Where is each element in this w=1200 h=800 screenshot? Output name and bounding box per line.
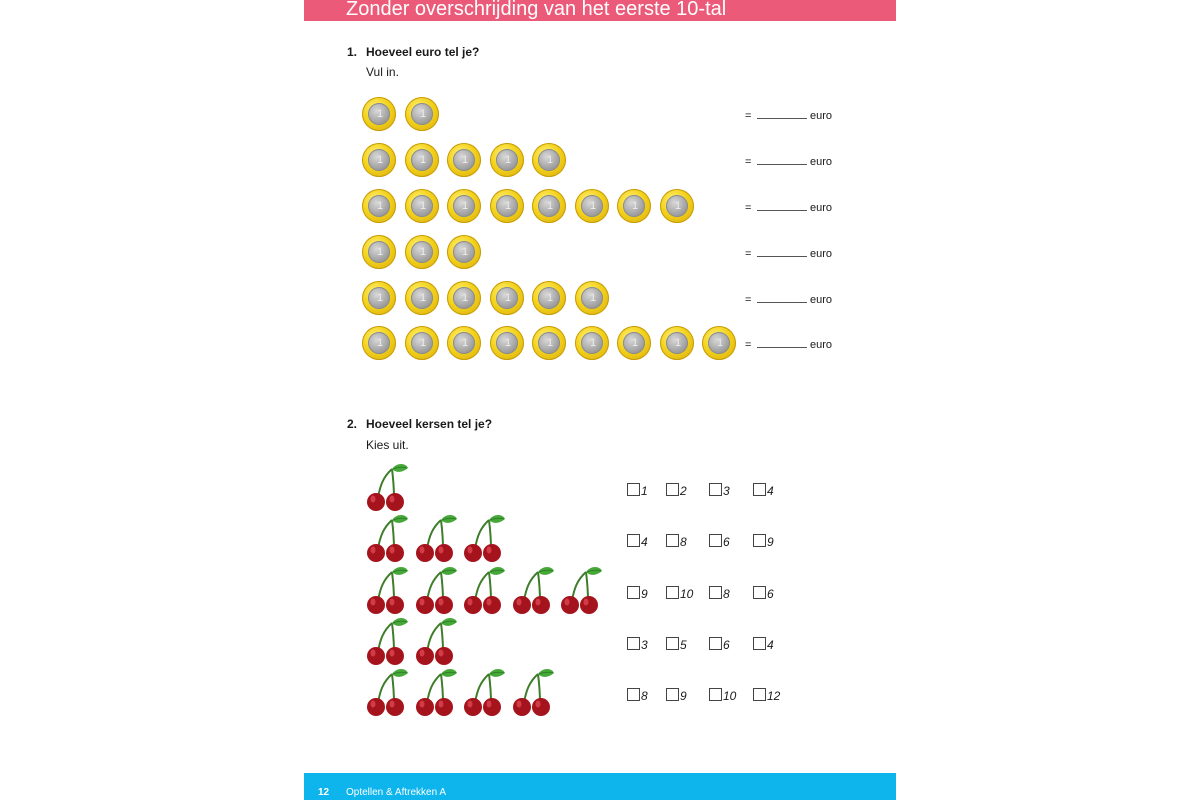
euro-coin-icon	[490, 143, 524, 177]
option-label: 9	[641, 587, 648, 601]
coin-center	[411, 103, 433, 125]
coin-center	[538, 332, 560, 354]
equals-sign: =	[745, 339, 752, 351]
unit-label: euro	[810, 202, 833, 214]
coin-center	[623, 332, 645, 354]
cherry-icon	[364, 462, 410, 512]
question-2-number: 2.	[347, 417, 358, 431]
euro-coin-icon	[362, 143, 396, 177]
answer-option[interactable]	[666, 483, 706, 497]
coin-center	[368, 195, 390, 217]
coin-center	[581, 195, 603, 217]
cherry-row	[364, 565, 614, 615]
answer-slot	[745, 154, 832, 168]
coin-value-mark: 1	[420, 108, 427, 120]
question-1-instruction: Vul in.	[366, 65, 399, 79]
euro-coin-icon	[490, 326, 524, 360]
checkbox-icon[interactable]	[709, 483, 722, 496]
euro-coin-icon	[575, 326, 609, 360]
euro-coin-icon	[617, 189, 651, 223]
option-label: 4	[641, 535, 648, 549]
option-label: 9	[767, 535, 774, 549]
option-label: 5	[680, 638, 687, 652]
checkbox-icon[interactable]	[709, 688, 722, 701]
coin-value-mark: 1	[377, 200, 384, 212]
coin-center	[496, 195, 518, 217]
cherry-row	[364, 462, 614, 512]
euro-coin-icon	[490, 281, 524, 315]
coin-center	[453, 332, 475, 354]
option-label: 6	[723, 535, 730, 549]
equals-sign: =	[745, 294, 752, 306]
answer-slot	[745, 200, 832, 214]
checkbox-icon[interactable]	[666, 483, 679, 496]
coin-center	[368, 241, 390, 263]
coin-value-mark: 1	[462, 337, 469, 349]
answer-slot	[745, 246, 832, 260]
coin-center	[581, 287, 603, 309]
coin-value-mark: 1	[377, 154, 384, 166]
coin-value-mark: 1	[590, 200, 597, 212]
cherry-icon	[461, 513, 507, 563]
cherry-icon	[413, 565, 459, 615]
answer-option[interactable]	[709, 637, 749, 651]
coin-center	[496, 149, 518, 171]
coin-center	[453, 195, 475, 217]
option-label: 4	[767, 638, 774, 652]
euro-coin-icon	[405, 97, 439, 131]
coin-center	[496, 332, 518, 354]
coin-center	[368, 103, 390, 125]
cherry-icon	[510, 667, 556, 717]
euro-coin-icon	[447, 235, 481, 269]
cherry-icon	[558, 565, 604, 615]
cherry-icon	[413, 667, 459, 717]
coin-value-mark: 1	[420, 154, 427, 166]
coin-value-mark: 1	[462, 246, 469, 258]
checkbox-icon[interactable]	[666, 534, 679, 547]
title-bar	[304, 0, 896, 21]
coin-value-mark: 1	[547, 292, 554, 304]
footer-bar	[304, 773, 896, 800]
coin-row	[362, 143, 742, 179]
euro-coin-icon	[362, 189, 396, 223]
coin-value-mark: 1	[505, 200, 512, 212]
option-label: 3	[723, 484, 730, 498]
option-label: 10	[680, 587, 694, 601]
coin-value-mark: 1	[462, 154, 469, 166]
answer-options	[627, 586, 797, 602]
answer-option[interactable]	[627, 637, 667, 651]
checkbox-icon[interactable]	[627, 483, 640, 496]
cherry-icon	[461, 565, 507, 615]
coin-center	[411, 332, 433, 354]
answer-option[interactable]	[627, 534, 667, 548]
answer-option[interactable]	[666, 586, 706, 600]
equals-sign: =	[745, 156, 752, 168]
euro-coin-icon	[405, 235, 439, 269]
answer-option[interactable]	[666, 534, 706, 548]
euro-coin-icon	[702, 326, 736, 360]
coin-center	[411, 287, 433, 309]
checkbox-icon[interactable]	[753, 637, 766, 650]
euro-coin-icon	[405, 281, 439, 315]
option-label: 4	[767, 484, 774, 498]
answer-slot	[745, 337, 832, 351]
answer-option[interactable]	[666, 637, 706, 651]
coin-center	[708, 332, 730, 354]
option-label: 6	[767, 587, 774, 601]
cherry-icon	[364, 565, 410, 615]
cherry-icon	[413, 616, 459, 666]
worksheet-page	[304, 0, 896, 800]
checkbox-icon[interactable]	[627, 688, 640, 701]
euro-coin-icon	[447, 189, 481, 223]
coin-row	[362, 326, 742, 362]
euro-coin-icon	[405, 326, 439, 360]
option-label: 8	[680, 535, 687, 549]
answer-option[interactable]	[709, 688, 749, 702]
cherry-row	[364, 616, 614, 666]
checkbox-icon[interactable]	[753, 688, 766, 701]
answer-options	[627, 483, 797, 499]
coin-center	[368, 287, 390, 309]
equals-sign: =	[745, 202, 752, 214]
coin-center	[538, 287, 560, 309]
checkbox-icon[interactable]	[627, 637, 640, 650]
euro-coin-icon	[660, 189, 694, 223]
answer-blank[interactable]	[757, 292, 807, 303]
coin-value-mark: 1	[420, 337, 427, 349]
cherry-row	[364, 667, 614, 717]
answer-options	[627, 637, 797, 653]
option-label: 9	[680, 689, 687, 703]
option-label: 12	[767, 689, 781, 703]
coin-row	[362, 97, 742, 133]
answer-slot	[745, 108, 832, 122]
coin-value-mark: 1	[632, 200, 639, 212]
answer-slot	[745, 292, 832, 306]
euro-coin-icon	[660, 326, 694, 360]
cherry-icon	[364, 667, 410, 717]
question-1-number: 1.	[347, 45, 358, 59]
coin-value-mark: 1	[462, 292, 469, 304]
cherry-icon	[510, 565, 556, 615]
coin-center	[453, 241, 475, 263]
answer-option[interactable]	[753, 637, 793, 651]
coin-center	[538, 195, 560, 217]
equals-sign: =	[745, 248, 752, 260]
coin-value-mark: 1	[377, 292, 384, 304]
coin-center	[666, 332, 688, 354]
coin-value-mark: 1	[632, 337, 639, 349]
coin-center	[496, 287, 518, 309]
answer-blank[interactable]	[757, 154, 807, 165]
answer-option[interactable]	[753, 688, 793, 702]
coin-value-mark: 1	[547, 154, 554, 166]
euro-coin-icon	[447, 326, 481, 360]
answer-options	[627, 688, 797, 704]
coin-row	[362, 281, 742, 317]
cherry-icon	[364, 513, 410, 563]
checkbox-icon[interactable]	[753, 534, 766, 547]
coin-value-mark: 1	[377, 108, 384, 120]
euro-coin-icon	[532, 143, 566, 177]
checkbox-icon[interactable]	[753, 586, 766, 599]
coin-center	[453, 287, 475, 309]
answer-option[interactable]	[753, 483, 793, 497]
answer-option[interactable]	[709, 534, 749, 548]
coin-center	[666, 195, 688, 217]
answer-option[interactable]	[753, 534, 793, 548]
option-label: 10	[723, 689, 737, 703]
euro-coin-icon	[575, 281, 609, 315]
checkbox-icon[interactable]	[666, 637, 679, 650]
book-title: Optellen & Aftrekken A	[346, 787, 447, 798]
coin-center	[538, 149, 560, 171]
euro-coin-icon	[362, 235, 396, 269]
euro-coin-icon	[447, 143, 481, 177]
answer-option[interactable]	[709, 586, 749, 600]
coin-center	[453, 149, 475, 171]
euro-coin-icon	[362, 281, 396, 315]
coin-center	[368, 149, 390, 171]
checkbox-icon[interactable]	[627, 534, 640, 547]
coin-center	[411, 241, 433, 263]
answer-blank[interactable]	[757, 246, 807, 257]
option-label: 6	[723, 638, 730, 652]
option-label: 8	[723, 587, 730, 601]
euro-coin-icon	[575, 189, 609, 223]
euro-coin-icon	[532, 189, 566, 223]
answer-options	[627, 534, 797, 550]
checkbox-icon[interactable]	[709, 586, 722, 599]
coin-value-mark: 1	[377, 246, 384, 258]
coin-center	[368, 332, 390, 354]
coin-center	[411, 195, 433, 217]
coin-value-mark: 1	[717, 337, 724, 349]
coin-value-mark: 1	[377, 337, 384, 349]
coin-center	[581, 332, 603, 354]
question-2-title: Hoeveel kersen tel je?	[366, 417, 493, 431]
option-label: 8	[641, 689, 648, 703]
answer-option[interactable]	[753, 586, 793, 600]
checkbox-icon[interactable]	[709, 534, 722, 547]
answer-option[interactable]	[709, 483, 749, 497]
checkbox-icon[interactable]	[666, 688, 679, 701]
coin-row	[362, 235, 742, 271]
answer-blank[interactable]	[757, 337, 807, 348]
unit-label: euro	[810, 248, 833, 260]
checkbox-icon[interactable]	[627, 586, 640, 599]
euro-coin-icon	[405, 143, 439, 177]
checkbox-icon[interactable]	[666, 586, 679, 599]
coin-value-mark: 1	[420, 246, 427, 258]
coin-value-mark: 1	[462, 200, 469, 212]
question-1-title: Hoeveel euro tel je?	[366, 45, 480, 59]
unit-label: euro	[810, 156, 833, 168]
unit-label: euro	[810, 339, 833, 351]
coin-value-mark: 1	[505, 292, 512, 304]
cherry-icon	[413, 513, 459, 563]
cherry-icon	[364, 616, 410, 666]
cherry-row	[364, 513, 614, 563]
answer-option[interactable]	[627, 483, 667, 497]
euro-coin-icon	[447, 281, 481, 315]
question-2-instruction: Kies uit.	[366, 438, 409, 452]
coin-value-mark: 1	[590, 292, 597, 304]
unit-label: euro	[810, 110, 833, 122]
checkbox-icon[interactable]	[753, 483, 766, 496]
cherry-icon	[461, 667, 507, 717]
coin-value-mark: 1	[675, 337, 682, 349]
coin-value-mark: 1	[420, 200, 427, 212]
euro-coin-icon	[362, 326, 396, 360]
option-label: 2	[680, 484, 687, 498]
coin-row	[362, 189, 742, 225]
answer-option[interactable]	[627, 688, 667, 702]
coin-value-mark: 1	[547, 200, 554, 212]
coin-value-mark: 1	[420, 292, 427, 304]
unit-label: euro	[810, 294, 833, 306]
coin-value-mark: 1	[505, 337, 512, 349]
equals-sign: =	[745, 110, 752, 122]
page-number: 12	[318, 787, 330, 798]
coin-center	[623, 195, 645, 217]
coin-value-mark: 1	[547, 337, 554, 349]
euro-coin-icon	[362, 97, 396, 131]
answer-option[interactable]	[627, 586, 667, 600]
euro-coin-icon	[532, 281, 566, 315]
answer-blank[interactable]	[757, 200, 807, 211]
option-label: 1	[641, 484, 648, 498]
euro-coin-icon	[490, 189, 524, 223]
euro-coin-icon	[405, 189, 439, 223]
option-label: 3	[641, 638, 648, 652]
coin-value-mark: 1	[590, 337, 597, 349]
coin-center	[411, 149, 433, 171]
coin-value-mark: 1	[505, 154, 512, 166]
answer-option[interactable]	[666, 688, 706, 702]
page-title: Zonder overschrijding van het eerste 10-tal	[346, 0, 727, 20]
euro-coin-icon	[532, 326, 566, 360]
coin-value-mark: 1	[675, 200, 682, 212]
answer-blank[interactable]	[757, 108, 807, 119]
checkbox-icon[interactable]	[709, 637, 722, 650]
euro-coin-icon	[617, 326, 651, 360]
